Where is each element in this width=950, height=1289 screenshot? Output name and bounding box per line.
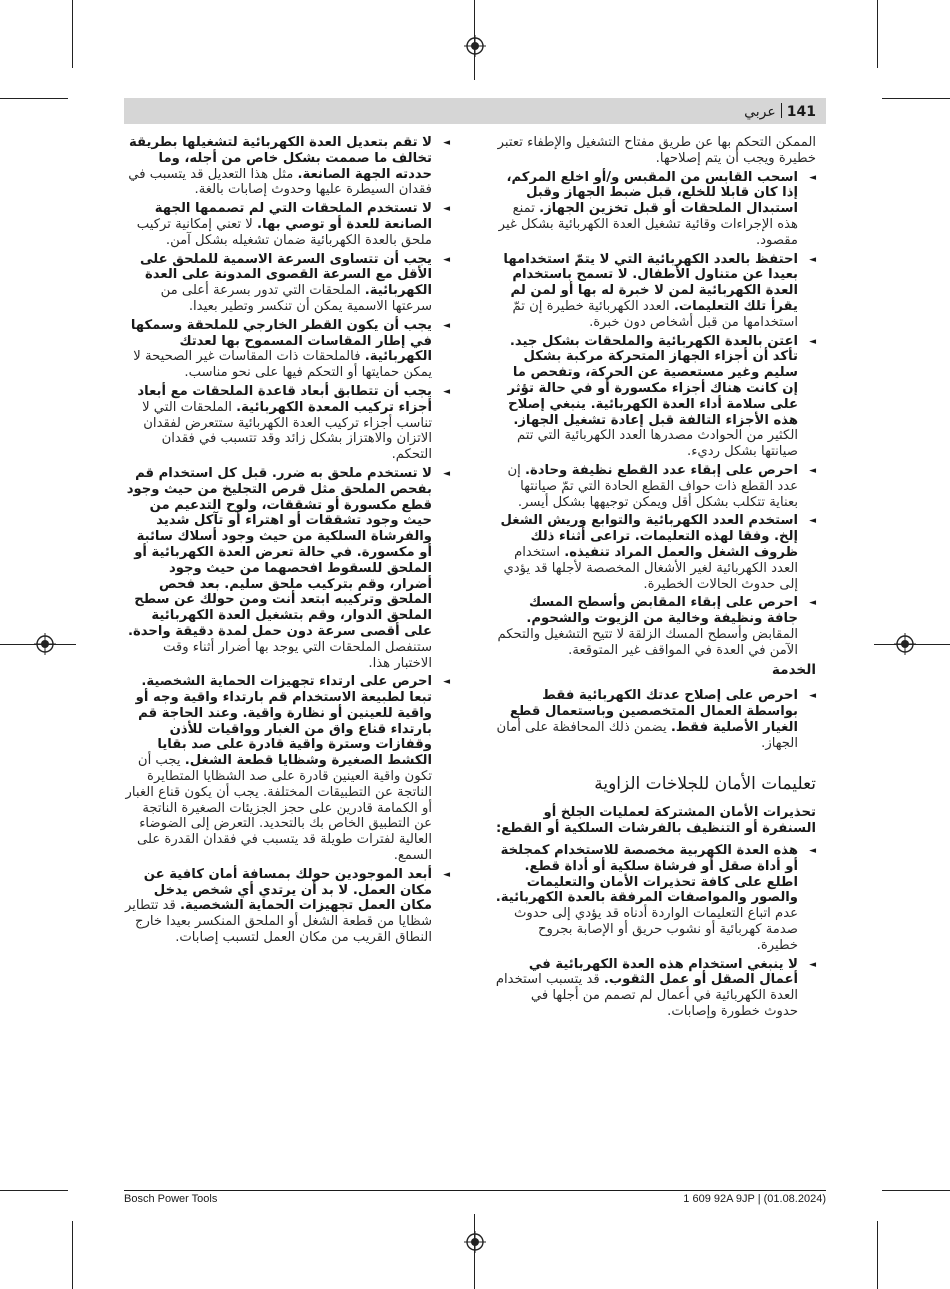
item-text: استخدام العدد الكهربائية لغير الأشغال المخصصة لأجلها قد يؤدي إلى حدوث الحالات الخطيرة. bbox=[503, 544, 798, 592]
item-text: فالملحقات ذات المقاسات غير الصحيحة لا يمكن حمايتها أو التحكم فيها على نحو مناسب. bbox=[133, 349, 432, 381]
item-text: قد يتسبب استخدام العدة الكهربائية في أعمال لم تصمم من أجلها في حدوث خطورة وإصابات. bbox=[495, 972, 798, 1020]
item-text: لا تعني إمكانية تركيب ملحق بالعدة الكهربائية ضمان تشغيله بشكل آمن. bbox=[136, 216, 432, 248]
list-item bbox=[124, 466, 450, 671]
section-lead: تحذيرات الأمان المشتركة لعمليات الجلخ أو السنفرة أو التنظيف بالفرشات السلكية أو القطع: bbox=[495, 805, 816, 837]
registration-target-icon bbox=[464, 1231, 486, 1253]
item-bold-text: أبعد الموجودين حولك بمسافة أمان كافية عن مكان العمل. لا بد أن يرتدي أي شخص يدخل مكان العمل تجهيزات الحماية الشخصية. bbox=[143, 866, 432, 914]
list-item bbox=[124, 252, 450, 315]
registration-target-icon bbox=[894, 633, 916, 655]
item-bold-text: اعتن بالعدة الكهربائية والملحقات بشكل جيد. تأكد أن أجزاء الجهاز المتحركة مركبة بشكل سليم وغير مستعصية عن الحركة، وتفحص ما إن كانت هناك أجزاء مكسورة أو في حالة تؤثر على سلامة أداء العدة الكهربائية. ينبغي إصلاح هذه الأجزاء التالفة قبل إعادة تشغيل الجهاز. bbox=[507, 333, 798, 428]
crop-mark-bottom-right-horizontal bbox=[882, 1190, 950, 1191]
item-text: العدد الكهربائية خطيرة إن تمّ استخدامها من قبل أشخاص دون خبرة. bbox=[512, 298, 798, 330]
list-item bbox=[124, 201, 450, 248]
header-separator bbox=[781, 103, 782, 118]
footer-brand: Bosch Power Tools bbox=[124, 1193, 218, 1205]
service-list bbox=[494, 688, 816, 751]
crop-mark-bottom-left-vertical bbox=[72, 1221, 73, 1289]
item-bold-text: يجب أن تتساوى السرعة الاسمية للملحق على الأقل مع السرعة القصوى المدونة على العدة الكهربائية. bbox=[139, 251, 432, 299]
list-item bbox=[124, 318, 450, 381]
item-text: مثل هذا التعديل قد يتسبب في فقدان السيطرة عليها وحدوث إصابات بالغة. bbox=[128, 166, 432, 198]
item-text: المقابض وأسطح المسك الزلقة لا تتيح التشغيل والتحكم الآمن في العدة في المواقف غير المتوقعة. bbox=[497, 626, 798, 658]
item-bold-text: لا ينبغي استخدام هذه العدة الكهربائية في أعمال الصقل أو عمل الثقوب. bbox=[528, 956, 798, 988]
item-bold-text: احرص على إبقاء المقابض وأسطح المسك جافة ونظيفة وخالية من الزيوت والشحوم. bbox=[526, 595, 798, 627]
list-item bbox=[494, 513, 816, 592]
list-item bbox=[494, 170, 816, 249]
service-heading: الخدمة bbox=[771, 661, 816, 678]
list-item bbox=[124, 867, 450, 946]
item-text: يضمن ذلك المحافظة على أمان الجهاز. bbox=[496, 719, 798, 751]
item-bold-text: لا تستخدم ملحق به ضرر. قبل كل استخدام قم بفحص الملحق مثل قرص التجليخ من حيث وجود قطع مكسورة أو تشققات، ولوح التدعيم من حيث وجود تشققات أو اهتراء أو تآكل شديد والفرشاة السلكية من حيث وجود أسلاك سائبة أو مكسورة. في حالة تعرض العدة الكهربائية أو الملحق للسقوط افحصهما من حيث وجود أضرار، وقم بتركيب ملحق سليم. بعد فحص الملحق وتركيبه ابتعد أنت ومن حولك عن سطح الملحق الدوار، وقم بتشغيل العدة الكهربائية على أقصى سرعة دون حمل لمدة دقيقة واحدة. bbox=[126, 465, 432, 639]
footer-rule bbox=[124, 1190, 826, 1191]
registration-target-icon bbox=[34, 633, 56, 655]
right-column bbox=[494, 135, 816, 1023]
list-item bbox=[494, 595, 816, 658]
registration-target-icon bbox=[464, 35, 486, 57]
list-item bbox=[494, 463, 816, 510]
crop-mark-top-right-horizontal bbox=[882, 98, 950, 99]
item-text: الكثير من الحوادث مصدرها العدد الكهربائية التي تتم صيانتها بشكل رديء. bbox=[516, 428, 798, 460]
list-item bbox=[494, 688, 816, 751]
list-item bbox=[494, 334, 816, 460]
crop-mark-top-left-horizontal bbox=[0, 98, 68, 99]
list-item bbox=[494, 957, 816, 1020]
list-item bbox=[124, 384, 450, 463]
item-bold-text: احرص على إصلاح عدتك الكهربائية فقط بواسطة العمال المتخصصين وباستعمال قطع الغيار الأصلية فقط. bbox=[509, 688, 798, 735]
page-header bbox=[744, 102, 816, 122]
crop-mark-top-right-vertical bbox=[877, 0, 878, 68]
item-bold-text: احرص على ارتداء تجهيزات الحماية الشخصية. تبعا لطبيعة الاستخدام قم بارتداء واقية وجه أو واقية للعينين أو نظارة واقية. وعند الحاجة قم بارتداء قناع واق من الغبار وواقيات للأذن وقفازات وسترة واقية قادرة على صد بقايا الكشط الصغيرة وشظايا قطعة الشغل. bbox=[135, 674, 432, 769]
list-item bbox=[494, 252, 816, 331]
item-text: ستنفصل الملحقات التي يوجد بها أضرار أثناء وقت الاختبار هذا. bbox=[162, 639, 432, 671]
item-bold-text: استخدم العدد الكهربائية والتوابع وريش الشغل إلخ. وفقا لهذه التعليمات. تراعى أثناء ذلك ظروف الشغل والعمل المراد تنفيذه. bbox=[500, 513, 798, 560]
item-text: عدم اتباع التعليمات الواردة أدناه قد يؤدي إلى حدوث صدمة كهربائية أو نشوب حريق أو الإصابة بجروح خطيرة. bbox=[514, 906, 798, 953]
item-bold-text: لا تقم بتعديل العدة الكهربائية لتشغيلها بطريقة تخالف ما صممت بشكل خاص من أجله، وما حددته الجهة الصانعة. bbox=[129, 135, 432, 182]
section-title: تعليمات الأمان للجلاخات الزاوية bbox=[594, 774, 816, 795]
language-label: عربي bbox=[744, 104, 776, 120]
crop-mark-bottom-left-horizontal bbox=[0, 1190, 68, 1191]
item-text: الممكن التحكم بها عن طريق مفتاح التشغيل والإطفاء تعتبر خطيرة ويجب أن يتم إصلاحها. bbox=[497, 135, 816, 166]
crop-mark-top-left-vertical bbox=[72, 0, 73, 68]
item-text: الملحقات التي تدور بسرعة أعلى من سرعتها الاسمية يمكن أن تنكسر وتطير بعيدا. bbox=[160, 283, 432, 314]
item-text: إن عدد القطع ذات حواف القطع الحادة التي تمّ صيانتها بعناية تتكلب بشكل أقل ويمكن توجيهها بشكل أيسر. bbox=[507, 462, 798, 510]
item-text: تمنع هذه الإجراءات وقائية تشغيل العدة الكهربائية بشكل غير مقصود. bbox=[498, 201, 798, 248]
header-band bbox=[124, 98, 826, 124]
grinder-warning-list bbox=[494, 843, 816, 1020]
left-column bbox=[124, 135, 450, 949]
crop-mark-bottom-right-vertical bbox=[877, 1221, 878, 1289]
item-text: يجب أن تكون واقية العينين قادرة على صد الشظايا المتطايرة الناتجة عن التطبيقات المختلفة. يجب أن يكون قناع الغبار أو الكمامة قادرين على حجز الجزيئات الصغيرة الناتجة عن التطبيق الخاص بك بالتحديد. التعرض إلى الضوضاء العالية لفترات طويلة قد يتسبب في فقدان القدرة على السمع. bbox=[125, 753, 432, 864]
footer-document-code: 1 609 92A 9JP | (01.08.2024) bbox=[683, 1193, 826, 1205]
item-bold-text: يجب أن تتطابق أبعاد قاعدة الملحقات مع أبعاد أجزاء تركيب المعدة الكهربائية. bbox=[137, 383, 432, 415]
item-bold-text: هذه العدة الكهربية مخصصة للاستخدام كمجلخة أو أداة صقل أو فرشاة سلكية أو أداة قطع. اطلع على كافة تحذيرات الأمان والتعليمات والصور والمواصفات المرفقة بالعدة الكهربائية. bbox=[495, 843, 798, 906]
accessory-warning-list bbox=[124, 135, 450, 946]
list-item bbox=[124, 674, 450, 864]
list-item bbox=[494, 843, 816, 954]
page-number: 141 bbox=[786, 104, 816, 120]
item-bold-text: احتفظ بالعدد الكهربائية التي لا يتمّ استخدامها بعيدا عن متناول الأطفال. لا تسمح باستخدام العدة الكهربائية لمن لا خبرة له بها أو لمن لم يقرأ تلك التعليمات. bbox=[503, 251, 798, 314]
item-bold-text: احرص على إبقاء عدد القطع نظيفة وحادة. bbox=[524, 462, 798, 478]
item-bold-text: يجب أن يكون القطر الخارجي للملحقة وسمكها في إطار المقاسات المسموح بها لعدتك الكهربائية. bbox=[130, 317, 432, 365]
item-text: الملحقات التي لا تناسب أجزاء تركيب العدة الكهربائية ستتعرض لفقدان الاتزان والاهتزاز بشكل زائد وقد تتسبب في فقدان التحكم. bbox=[142, 399, 432, 463]
list-item bbox=[494, 135, 816, 167]
item-bold-text: اسحب القابس من المقبس و/أو اخلع المركم، إذا كان قابلا للخلع، قبل ضبط الجهاز وقبل استبدال الملحقات أو قبل تخزين الجهاز. bbox=[506, 169, 798, 217]
list-item bbox=[124, 135, 450, 198]
item-bold-text: لا تستخدم الملحقات التي لم تصممها الجهة الصانعة للعدة أو توصي بها. bbox=[154, 201, 432, 232]
safety-list bbox=[494, 135, 816, 659]
item-text: قد تتطاير شظايا من قطعة الشغل أو الملحق المنكسر بعيدا خارج النطاق القريب من مكان العمل لتسبب إصابات. bbox=[124, 898, 432, 946]
